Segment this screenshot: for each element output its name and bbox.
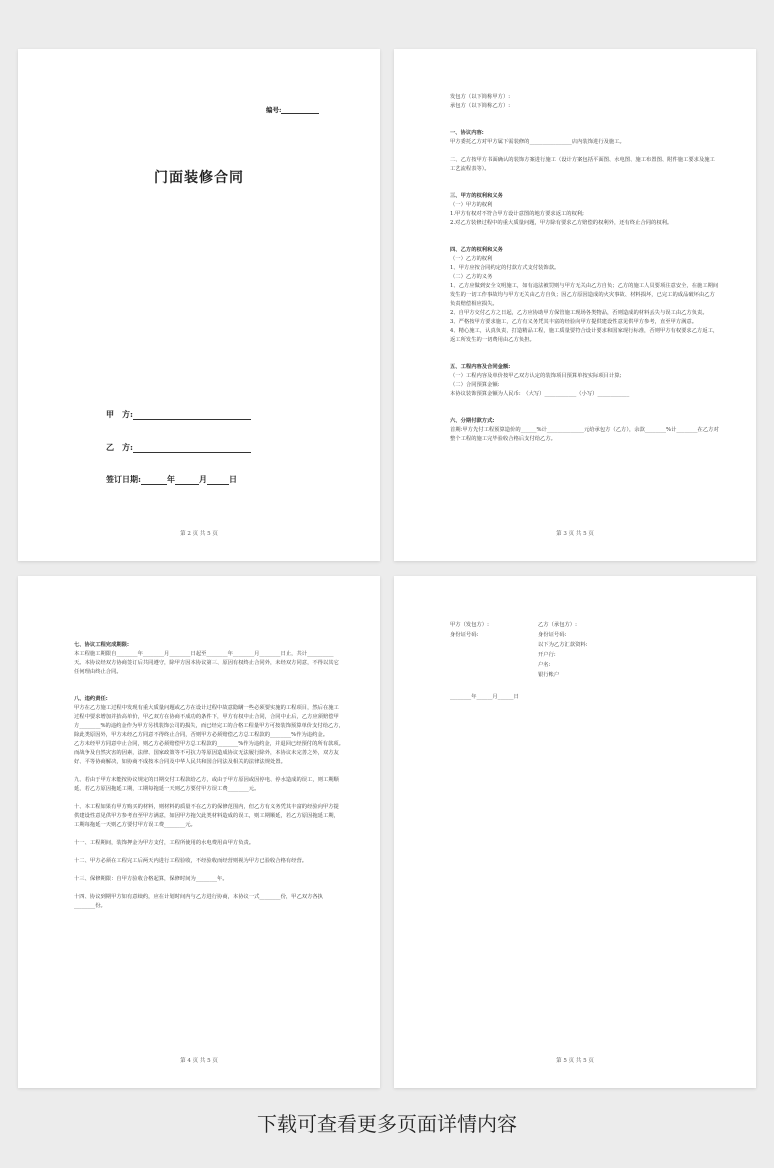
text-line: 承包方（以下简称乙方）: — [450, 103, 511, 109]
signature-row — [450, 630, 720, 640]
sign-date-line — [106, 474, 237, 485]
text-line: 乙方未经甲方同意中止合同，则乙方必须赔偿甲方总工程款的________%作为违约金，并退回已经预付的所有款项。而战争及自然灾害的因素，法律、国家政策等不可抗力等原因造成协议无法履行除外，本协议未完善之外，双方友好、平等协商解决，如协商不成按本合同及中华人民共和国合同法及相关的法律法规处置。 — [74, 741, 344, 765]
contract-number-blank — [281, 113, 319, 114]
page-body — [74, 632, 344, 911]
spacer — [450, 147, 720, 156]
text-line: 十四、协议到期甲方如有意续约，应在计划时间内与乙方进行协商，本协议一式________份，甲乙双方各执________份。 — [74, 894, 323, 909]
text-line: 甲方委托乙方对甲方属下需装修的________________店内装饰进行及施工。 — [450, 139, 625, 145]
signature-date: ________年______月______日 — [450, 694, 519, 700]
text-line: 甲方在乙方施工过程中发现有重大质量问题或乙方在设计过程中故意隐瞒一些必须要实施的工程项目，然后在施工过程中要求增加并抬高单价，甲乙双方在协商不成功的条件下，甲方有权中止合同，合同中止后，乙方应须赔偿甲方________%的违约金作为甲方另找装饰公司的损失，而已经完工的合格工程量甲方可按装饰预算单价支付给乙方，除此类原因外，甲方未经乙方同意不得终止合同，否则甲方必须赔偿乙方总工程款的________%作为违约金。 — [74, 705, 344, 738]
party-a-field — [450, 640, 538, 650]
page-body — [450, 93, 720, 444]
party-a-field — [450, 670, 538, 680]
cover-page — [18, 49, 380, 561]
party-b-field: 以下为乙方汇款资料: — [538, 642, 588, 648]
contract-number — [266, 105, 319, 114]
signature-row — [450, 670, 720, 680]
signature-block — [450, 620, 720, 702]
spacer — [74, 767, 344, 776]
text-line: 4、精心施工，认真负责，打造精品工程，施工质量要符合设计要求和国家现行标准，否则甲方有权要求乙方返工，返工所发生的一切费用由乙方负担。 — [450, 328, 719, 343]
party-b-blank — [133, 452, 251, 453]
party-a-blank — [133, 419, 251, 420]
text-line: （二）合同预算金额: — [450, 382, 500, 388]
signature-row — [450, 620, 720, 630]
spacer — [74, 848, 344, 857]
spacer — [74, 866, 344, 875]
signature-page — [394, 576, 756, 1088]
party-b-label: 乙 方: — [106, 442, 133, 452]
contract-number-label: 编号: — [266, 106, 282, 114]
section-heading: 六、分期付款方式: — [450, 418, 495, 424]
text-line: 十、本工程如果有甲方购买的材料，则材料的质量不在乙方的保修范围内，但乙方有义务凭其丰富的经验向甲方提供建设性意见供甲方参考直至甲方满意，如因甲方拖欠此类材料造成的误工，则工期顺延，若乙方原因拖延工期，工期每拖延一天则乙方要付甲方误工费________元。 — [74, 804, 339, 828]
text-line: （一）工程内容及单价按甲乙双方认定的装饰项目预算单按实际项目计算; — [450, 373, 622, 379]
page-footer: 第 5 页 共 5 页 — [556, 1058, 594, 1064]
spacer — [74, 884, 344, 893]
bottom-caption: 下载可查看更多页面详情内容 — [257, 1112, 517, 1136]
text-line: （一）甲方的权利 — [450, 202, 493, 208]
signature-rows — [450, 620, 720, 680]
text-line: 十一、工程期间，装饰押金为甲方支付，工程所使用的水电费用由甲方负责。 — [74, 840, 255, 846]
page-footer: 第 4 页 共 5 页 — [180, 1058, 218, 1064]
text-line: 2.对乙方装修过程中的重大质量问题，甲方除有要求乙方赔偿的权利外，还有终止合同的权利。 — [450, 220, 673, 226]
party-b-field: 银行帐户 — [538, 672, 560, 678]
spacer — [74, 677, 344, 686]
text-line: 1、甲方应按合同约定的付款方式支付装饰款。 — [450, 265, 560, 271]
section-heading: 七、协议工程完成期限: — [74, 642, 129, 648]
text-line: （二）乙方的义务 — [450, 274, 493, 280]
spacer — [74, 830, 344, 839]
party-a-field: 身份证号码: — [450, 632, 479, 638]
text-line: 3、严格按甲方要求施工，乙方有义务凭其丰富的经验向甲方提供建设性意见供甲方参考，直至甲方满意。 — [450, 319, 698, 325]
text-line: 1、乙方应做到安全文明施工，如有违法被罚则与甲方无关由乙方自负；乙方的施工人员要项注意安全，在施工期间发生的一切工作事故均与甲方无关由乙方自负；因乙方原因造成的火灾事故、材料损坏，已完工的成品破坏由乙方负责赔偿相应损失。 — [450, 283, 719, 307]
contract-title: 门面装修合同 — [154, 170, 244, 186]
year-label: 年 — [166, 474, 175, 484]
spacer — [450, 399, 720, 408]
day-label: 日 — [228, 474, 237, 484]
party-a-label: 甲 方: — [106, 409, 133, 419]
page-footer: 第 3 页 共 5 页 — [556, 531, 594, 537]
party-a-line — [106, 409, 251, 420]
section-heading: 四、乙方的权利和义务 — [450, 247, 503, 253]
section-heading: 三、甲方的权利和义务 — [450, 193, 503, 199]
page-footer: 第 2 页 共 5 页 — [180, 531, 218, 537]
signature-row — [450, 660, 720, 670]
contract-page-4 — [18, 576, 380, 1088]
spacer — [450, 174, 720, 183]
text-line: 十三、保修期限：自甲方验收合格起算，保修时间为________年。 — [74, 876, 228, 882]
spacer — [450, 111, 720, 120]
text-line: 十二、甲方必须在工程完工后两天内进行工程验收，不经验收而经营则视为甲方已验收合格有经营。 — [74, 858, 308, 864]
section-heading: 一、协议内容: — [450, 130, 484, 136]
party-b-field: 乙方（承包方）: — [538, 622, 577, 628]
party-a-field — [450, 660, 538, 670]
text-line: 九、若由于甲方未能按协议规定的日期交付工程款给乙方，或由于甲方原因或因停电、停水造成的误工，则工期顺延，若乙方原因拖延工期，工期每拖延一天则乙方要付甲方误工费________元。 — [74, 777, 339, 792]
signature-row — [450, 640, 720, 650]
spacer — [450, 228, 720, 237]
contract-page-3 — [394, 49, 756, 561]
party-b-field: 开户行: — [538, 652, 556, 658]
text-line: 2、自甲方交付乙方之日起，乙方应协助甲方保管施工现场各类物品，否则造成的材料丢失与误工由乙方负责。 — [450, 310, 708, 316]
spacer — [450, 345, 720, 354]
section-heading: 五、工程内容及合同金额: — [450, 364, 511, 370]
signature-row — [450, 650, 720, 660]
year-blank — [141, 484, 167, 485]
section-heading: 八、违约责任: — [74, 696, 108, 702]
text-line: 本工程施工期限自________年________月________日起至________年________月________日止，共计__________天。本协议经双方协商签订后共同遵守，除甲方因本协议第三、原因有权终止合同外，未经双方同意，不得以其它任何理由终止合同。 — [74, 651, 339, 675]
month-blank — [175, 484, 199, 485]
text-line: （一）乙方的权利 — [450, 256, 493, 262]
party-b-field: 户名: — [538, 662, 551, 668]
party-b-line — [106, 442, 251, 453]
party-a-field: 甲方（发包方）: — [450, 622, 489, 628]
party-a-field — [450, 650, 538, 660]
month-label: 月 — [198, 474, 207, 484]
spacer — [74, 794, 344, 803]
text-line: 二、乙方按甲方书面确认的装饰方案进行施工（设计方案包括平面图、水电图、施工布置图、附件施工要求及施工工艺流程表等）。 — [450, 157, 715, 172]
text-line: 首期:甲方先付工程预算造价的______%计______________元给承包方（乙方），余款________%计________在乙方对整个工程的施工完毕验收合格后支付给乙方。 — [450, 427, 719, 442]
sign-date-label: 签订日期: — [106, 474, 141, 484]
text-line: 发包方（以下简称甲方）: — [450, 94, 511, 100]
text-line: 1.甲方有权对不符合甲方设计意图的地方要求返工的权利; — [450, 211, 584, 217]
text-line: 本协议装饰预算金额为人民币: （大写）____________（小写）____________ — [450, 391, 630, 397]
party-b-field: 身份证号码: — [538, 632, 567, 638]
day-blank — [207, 484, 229, 485]
